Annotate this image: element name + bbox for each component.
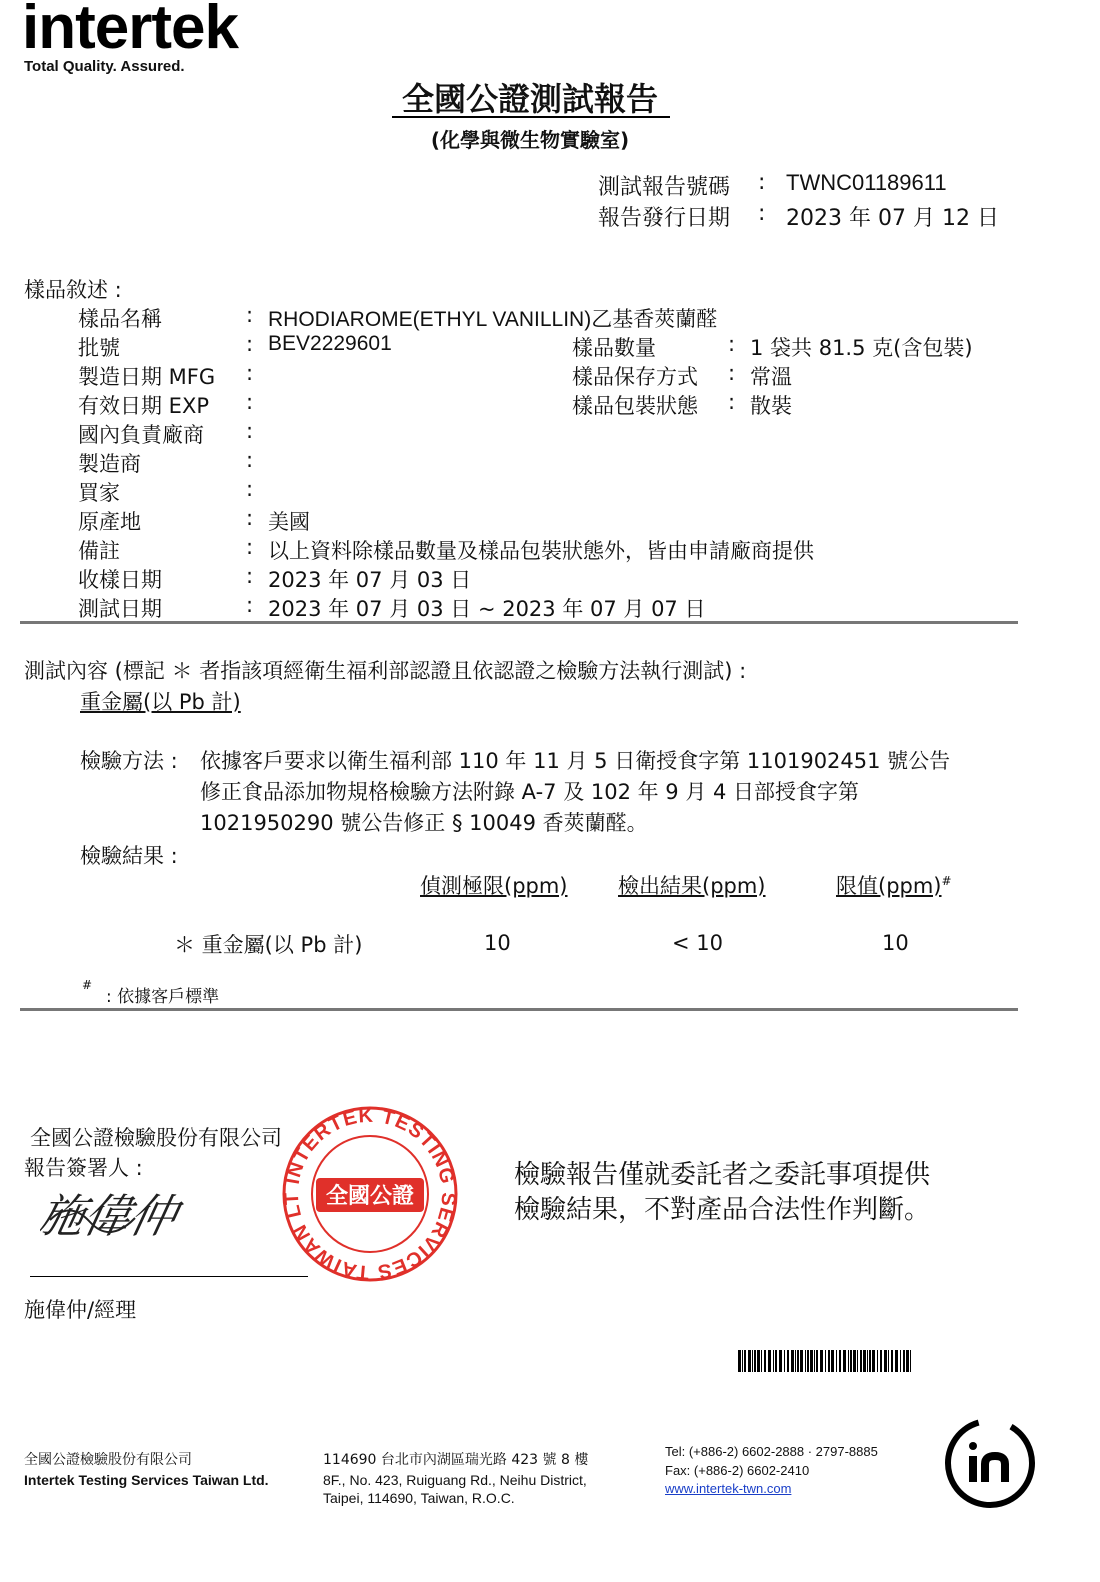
col-limit <box>836 870 952 900</box>
signature-line <box>30 1276 308 1277</box>
footer-website-link[interactable]: www.intertek-twn.com <box>665 1481 792 1496</box>
barcode-bar <box>825 1350 826 1372</box>
barcode-bar <box>836 1350 837 1372</box>
barcode-bar <box>850 1350 852 1372</box>
barcode-bar <box>853 1350 856 1372</box>
col-detection-limit: 偵測極限(ppm) <box>420 874 568 898</box>
report-subtitle: (化學與微生物實驗室) <box>430 128 630 152</box>
barcode-bar <box>805 1350 806 1372</box>
sample-value: 美國 <box>268 510 310 534</box>
barcode-bar <box>843 1350 846 1372</box>
col-result: 檢出結果(ppm) <box>618 874 766 898</box>
method-line: 依據客戶要求以衛生福利部 110 年 11 月 5 日衛授食字第 1101902451 號公告 <box>200 749 951 773</box>
barcode-bar <box>910 1350 911 1372</box>
sample-right-value: 1 袋共 81.5 克(含包裝) <box>750 336 973 360</box>
barcode-bar <box>831 1350 834 1372</box>
barcode-bar <box>779 1350 782 1372</box>
sample-colon: : <box>246 477 254 501</box>
sample-right-label: 樣品保存方式 <box>572 365 698 389</box>
footnote-text: : 依據客戶標準 <box>106 987 220 1007</box>
barcode-bar <box>877 1350 878 1372</box>
sample-colon: : <box>246 361 254 385</box>
disclaimer-line: 檢驗結果，不對產品合法性作判斷。 <box>514 1195 931 1225</box>
barcode-bar <box>867 1350 868 1372</box>
footer-company-zh: 全國公證檢驗股份有限公司 <box>24 1452 192 1468</box>
barcode-bar <box>761 1350 762 1372</box>
sample-colon: : <box>246 448 254 472</box>
barcode-bar <box>820 1350 823 1372</box>
barcode-bar <box>814 1350 815 1372</box>
sample-label: 買家 <box>78 481 120 505</box>
test-content-heading: 測試內容 (標記 ＊ 者指該項經衛生福利部認證且依認證之檢驗方法執行測試) : <box>24 659 747 683</box>
sample-colon: : <box>246 419 254 443</box>
result-detection-limit: 10 <box>484 931 511 955</box>
barcode-bar <box>742 1350 743 1372</box>
sample-right-colon: : <box>728 332 736 356</box>
sample-label: 收樣日期 <box>78 568 162 592</box>
barcode-bar <box>775 1350 777 1372</box>
issue-date-label: 報告發行日期 <box>598 206 731 231</box>
signature-glyphs: 施偉仲 <box>40 1189 182 1243</box>
result-value: < 10 <box>672 931 723 955</box>
barcode-bar <box>857 1350 858 1372</box>
barcode-bar <box>884 1350 887 1372</box>
barcode-bar <box>784 1350 785 1372</box>
intertek-in-logo <box>943 1416 1037 1510</box>
barcode-bar <box>839 1350 841 1372</box>
report-no-label: 測試報告號碼 <box>598 175 731 200</box>
signer-label: 報告簽署人 : <box>24 1156 143 1180</box>
disclaimer-line: 檢驗報告僅就委託者之委託事項提供 <box>514 1160 931 1190</box>
barcode-bar <box>863 1350 866 1372</box>
barcode-bar <box>888 1350 889 1372</box>
seal-center-text: 全國公證 <box>325 1184 415 1209</box>
barcode-bar <box>738 1350 741 1372</box>
sample-colon: : <box>246 390 254 414</box>
signer-name-title: 施偉仲/經理 <box>24 1298 137 1322</box>
barcode-bar <box>848 1350 849 1372</box>
report-no-colon: : <box>758 170 766 195</box>
barcode-bar <box>895 1350 898 1372</box>
barcode-bar <box>744 1350 746 1372</box>
sample-value: 2023 年 07 月 03 日 <box>268 568 472 592</box>
section-divider <box>20 1008 1018 1011</box>
sample-label: 備註 <box>78 539 120 563</box>
issue-date-colon: : <box>758 201 766 226</box>
footer-tel: Tel: (+886-2) 6602-2888 · 2797-8885 <box>665 1444 878 1459</box>
sample-value: 2023 年 07 月 03 日 ~ 2023 年 07 月 07 日 <box>268 597 706 621</box>
barcode-bar <box>757 1350 760 1372</box>
barcode-bar <box>807 1350 809 1372</box>
title-underline <box>392 116 670 118</box>
sample-right-colon: : <box>728 361 736 385</box>
barcode-bar <box>816 1350 818 1372</box>
barcode-bar <box>787 1350 789 1372</box>
barcode-bar <box>810 1350 813 1372</box>
result-limit: 10 <box>882 931 909 955</box>
signing-company: 全國公證檢驗股份有限公司 <box>30 1126 282 1150</box>
footer-company-en: Intertek Testing Services Taiwan Ltd. <box>24 1472 269 1488</box>
sample-colon: : <box>246 303 254 327</box>
sample-label: 原產地 <box>78 510 141 534</box>
method-label: 檢驗方法 : <box>80 749 178 773</box>
barcode-bar <box>773 1350 774 1372</box>
sample-right-label: 樣品包裝狀態 <box>572 394 698 418</box>
result-row-name: ＊ 重金屬(以 Pb 計) <box>174 933 363 957</box>
barcode-bar <box>903 1350 905 1372</box>
barcode-bar <box>828 1350 830 1372</box>
report-no-value: TWNC01189611 <box>786 170 947 195</box>
barcode-bar <box>764 1350 766 1372</box>
sample-right-value: 散裝 <box>750 394 792 418</box>
section-divider <box>20 621 1018 624</box>
logo-tagline: Total Quality. Assured. <box>24 58 185 75</box>
barcode-bar <box>860 1350 862 1372</box>
sample-colon: : <box>246 506 254 530</box>
sample-colon: : <box>246 564 254 588</box>
sample-heading: 樣品敘述 : <box>24 278 122 302</box>
handwritten-signature <box>40 1180 270 1250</box>
sample-value: RHODIAROME(ETHYL VANILLIN)乙基香莢蘭醛 <box>268 308 718 331</box>
barcode <box>738 1350 914 1372</box>
barcode-bar <box>752 1350 753 1372</box>
company-seal <box>270 1104 470 1284</box>
report-title: 全國公證測試報告 <box>401 80 658 118</box>
sample-colon: : <box>246 535 254 559</box>
issue-date-value: 2023 年 07 月 12 日 <box>786 206 999 231</box>
col-limit-label: 限值(ppm) <box>836 874 942 898</box>
barcode-bar <box>791 1350 794 1372</box>
footer-address-en-1: 8F., No. 423, Ruiguang Rd., Neihu District, <box>323 1472 587 1488</box>
limit-hash-mark: # <box>941 874 952 888</box>
sample-value: BEV2229601 <box>268 332 392 355</box>
footer-address-zh: 114690 台北市內湖區瑞光路 423 號 8 樓 <box>323 1452 589 1468</box>
barcode-bar <box>754 1350 756 1372</box>
sample-label: 樣品名稱 <box>78 307 162 331</box>
barcode-bar <box>748 1350 751 1372</box>
sample-label: 國內負責廠商 <box>78 423 204 447</box>
result-label: 檢驗結果 : <box>80 844 178 868</box>
method-line: 1021950290 號公告修正 § 10049 香莢蘭醛。 <box>200 811 648 835</box>
sample-label: 測試日期 <box>78 597 162 621</box>
barcode-bar <box>891 1350 893 1372</box>
barcode-bar <box>795 1350 796 1372</box>
test-item-title: 重金屬(以 Pb 計) <box>80 690 241 714</box>
barcode-bar <box>900 1350 901 1372</box>
sample-colon: : <box>246 332 254 356</box>
intertek-logo: intertek <box>22 0 238 62</box>
barcode-bar <box>768 1350 771 1372</box>
footnote-mark: # <box>82 978 93 992</box>
sample-right-colon: : <box>728 390 736 414</box>
footer-fax: Fax: (+886-2) 6602-2410 <box>665 1463 810 1478</box>
sample-label: 批號 <box>78 336 120 360</box>
barcode-bar <box>797 1350 799 1372</box>
sample-right-value: 常溫 <box>750 365 792 389</box>
sample-right-label: 樣品數量 <box>572 336 656 360</box>
sample-label: 製造商 <box>78 452 141 476</box>
barcode-bar <box>880 1350 882 1372</box>
barcode-bar <box>869 1350 871 1372</box>
barcode-bar <box>872 1350 875 1372</box>
method-line: 修正食品添加物規格檢驗方法附錄 A-7 及 102 年 9 月 4 日部授食字第 <box>200 780 860 804</box>
sample-label: 有效日期 EXP <box>78 394 209 418</box>
sample-colon: : <box>246 593 254 617</box>
sample-value: 以上資料除樣品數量及樣品包裝狀態外，皆由申請廠商提供 <box>268 539 814 563</box>
barcode-bar <box>800 1350 803 1372</box>
sample-label: 製造日期 MFG <box>78 365 216 389</box>
footer-address-en-2: Taipei, 114690, Taiwan, R.O.C. <box>323 1490 515 1506</box>
seal-ring-text: INTERTEK TESTING SERVICES TAIWAN LT <box>280 1104 460 1284</box>
barcode-bar <box>906 1350 909 1372</box>
